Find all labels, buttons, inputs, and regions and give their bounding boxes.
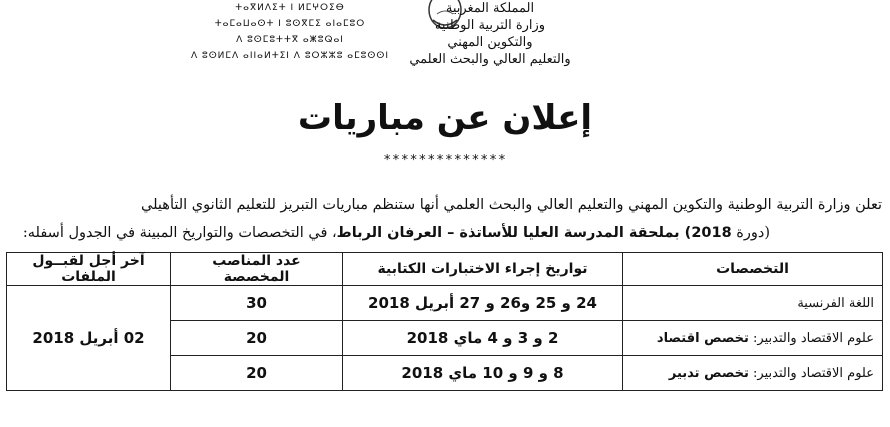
arabic-line-3: والتكوين المهني <box>447 35 533 50</box>
line2-pre: (دورة <box>731 225 770 241</box>
header-arabic <box>390 0 590 68</box>
tifinagh-line-2: ⵜⴰⵎⴰⵡⴰⵙⵜ ⵏ ⵓⵙⴳⵎⵉ ⴰⵏⴰⵎⵓⵔ <box>214 19 366 29</box>
tifinagh-line-1: ⵜⴰⴳⵍⴷⵉⵜ ⵏ ⵍⵎⵖⵔⵉⴱ <box>235 3 345 13</box>
line2-bold: 2018) بملحقة المدرسة العليا للأساتذة – العرفان الرباط <box>336 225 732 241</box>
spec-text: اللغة الفرنسية <box>797 295 874 311</box>
tifinagh-line-4: ⴷ ⵓⵙⵍⵎⴷ ⴰⵏⵏⴰⵍⵜⵉⵏ ⴷ ⵓⵔⵣⵣⵓ ⴰⵎⵓⵙⵙⵏ <box>190 51 389 61</box>
spec-text: علوم الاقتصاد والتدبير: <box>748 365 874 381</box>
spec-cell <box>623 321 883 356</box>
header-specialties: التخصصات <box>623 253 883 286</box>
page-title: إعلان عن مباريات <box>297 98 593 138</box>
posts-cell: 30 <box>171 286 343 321</box>
deadline-cell: 02 أبريل 2018 <box>7 286 171 391</box>
header-posts: عدد المناصب المخصصة <box>171 253 343 286</box>
posts-cell: 20 <box>171 321 343 356</box>
dates-cell: 8 و 9 و 10 ماي 2018 <box>343 356 623 391</box>
arabic-line-2: وزارة التربية الوطنية <box>434 18 546 33</box>
spec-cell <box>623 356 883 391</box>
spec-bold-text: تخصص تدبير <box>668 365 749 381</box>
arabic-line-4: والتعليم العالي والبحث العلمي <box>409 52 571 67</box>
table-row <box>7 286 883 321</box>
header-deadline: آخر أجل لقبــول الملفات <box>7 253 171 286</box>
spec-text: علوم الاقتصاد والتدبير: <box>748 330 874 346</box>
spec-cell <box>623 286 883 321</box>
stars-divider: ************** <box>383 153 507 168</box>
spec-bold-text: تخصص اقتصاد <box>656 330 749 346</box>
announcement-line-1: تعلن وزارة التربية الوطنية والتكوين المهني والتعليم العالي والبحث العلمي أنها ستنظم مباريات التبريز للتعليم الثانوي التأهيلي <box>141 197 882 213</box>
arabic-line-1: المملكة المغربية <box>445 1 535 16</box>
table-header-row <box>7 253 883 286</box>
header-tifinagh <box>180 0 400 64</box>
dates-cell: 24 و 25 و26 و 27 أبريل 2018 <box>343 286 623 321</box>
dates-cell: 2 و 3 و 4 ماي 2018 <box>343 321 623 356</box>
line2-post: ، في التخصصات والتواريخ المبينة في الجدول أسفله: <box>22 225 337 241</box>
announcement-line-2 <box>0 225 770 241</box>
header-exam-dates: تواريخ إجراء الاختبارات الكتابية <box>343 253 623 286</box>
posts-cell: 20 <box>171 356 343 391</box>
competitions-table <box>6 252 883 391</box>
tifinagh-line-3: ⴷ ⵓⵙⵎⵓⵜⵜⴳ ⴰⵥⵓⵕⴰⵏ <box>236 35 344 45</box>
